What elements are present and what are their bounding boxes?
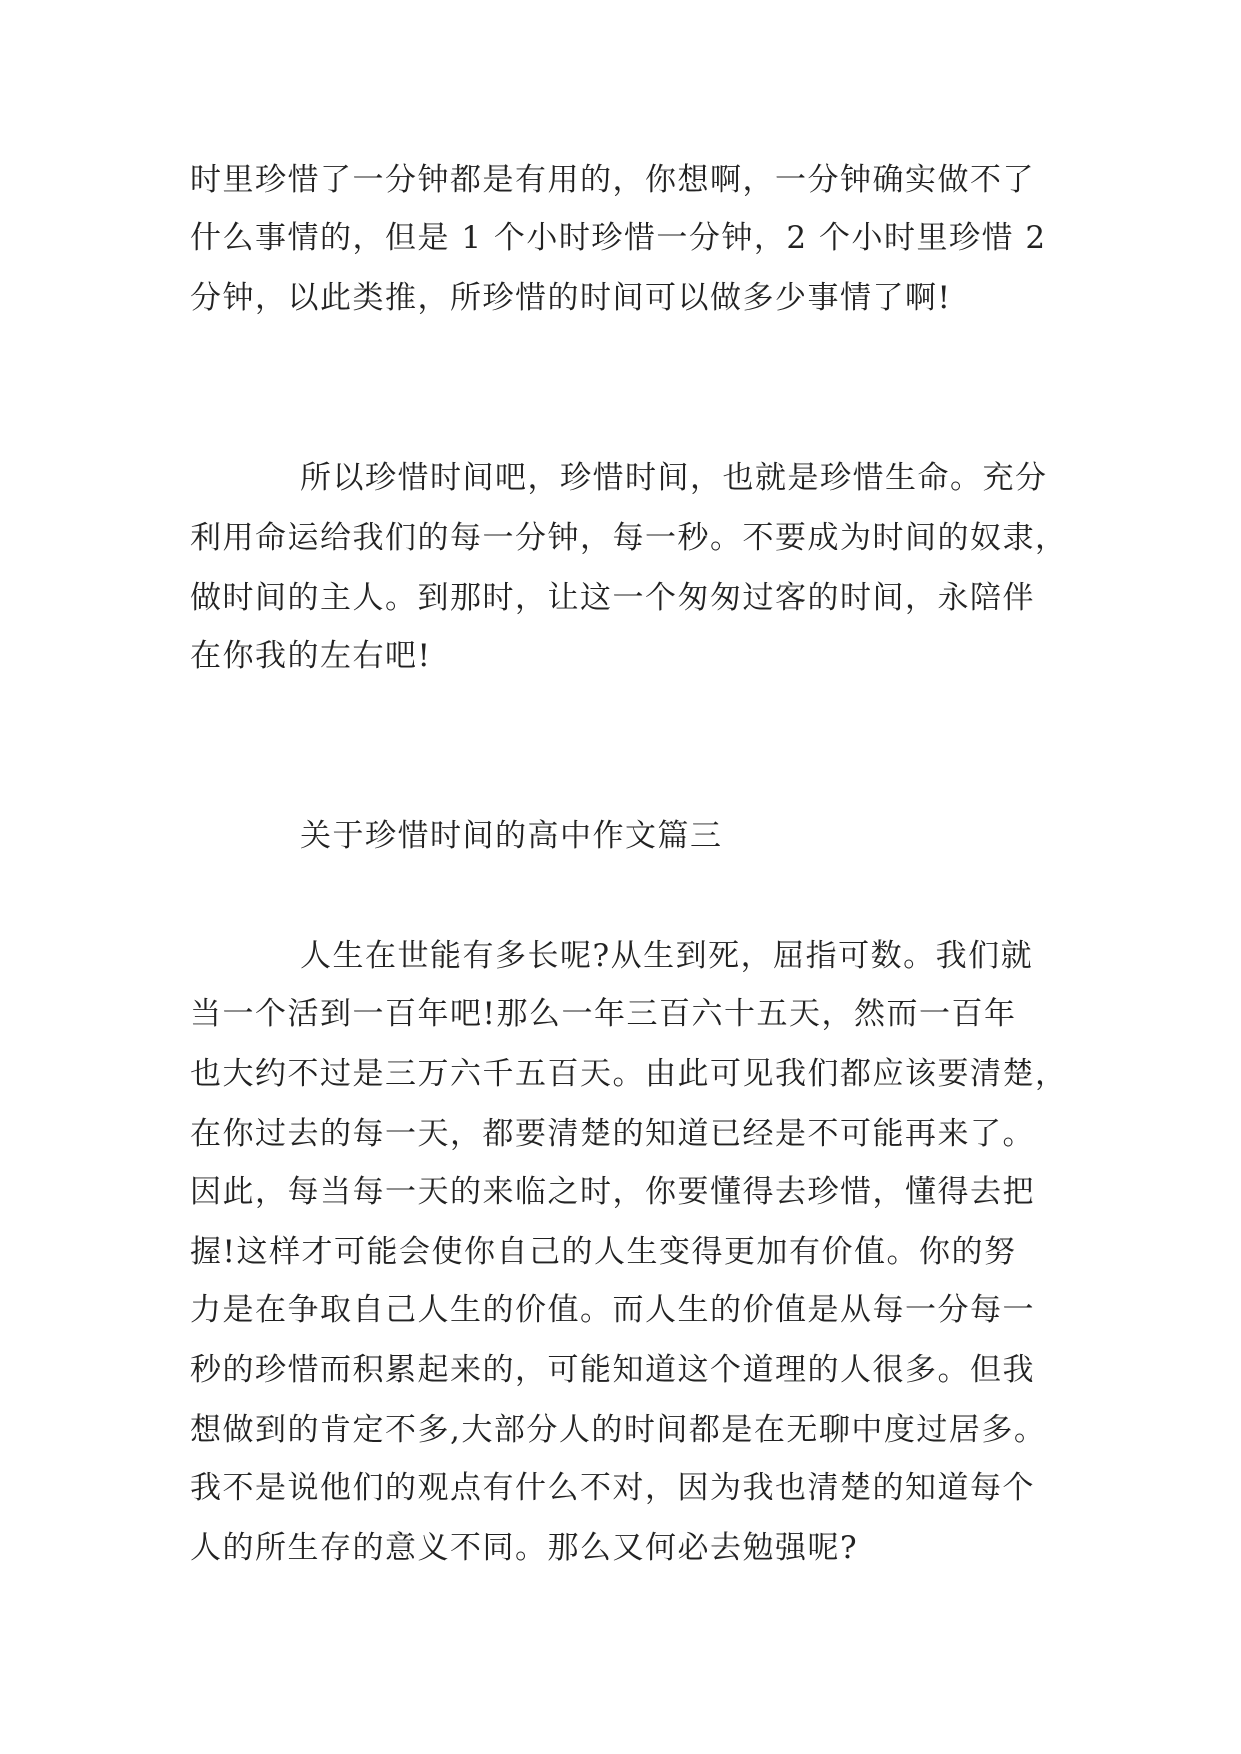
paragraph-3-line-1: 人生在世能有多长呢?从生到死，屈指可数。我们就	[300, 938, 1034, 974]
paragraph-3-line-11: 人的所生存的意义不同。那么又何必去勉强呢?	[190, 1530, 859, 1566]
paragraph-2-line-1: 所以珍惜时间吧，珍惜时间，也就是珍惜生命。充分	[300, 460, 1048, 496]
paragraph-3-line-7: 力是在争取自己人生的价值。而人生的价值是从每一分每一	[190, 1292, 1035, 1328]
paragraph-3-line-5: 因此，每当每一天的来临之时，你要懂得去珍惜，懂得去把	[190, 1174, 1035, 1210]
paragraph-2-line-4: 在你我的左右吧!	[190, 638, 432, 674]
paragraph-1-line-3: 分钟，以此类推，所珍惜的时间可以做多少事情了啊!	[190, 280, 952, 316]
paragraph-2-line-2: 利用命运给我们的每一分钟，每一秒。不要成为时间的奴隶，	[190, 520, 1068, 556]
paragraph-1-line-2: 什么事情的，但是 1 个小时珍惜一分钟，2 个小时里珍惜 2	[190, 220, 1047, 256]
paragraph-3-line-4: 在你过去的每一天，都要清楚的知道已经是不可能再来了。	[190, 1116, 1035, 1152]
paragraph-3-line-8: 秒的珍惜而积累起来的，可能知道这个道理的人很多。但我	[190, 1352, 1035, 1388]
section-heading: 关于珍惜时间的高中作文篇三	[300, 818, 723, 854]
paragraph-3-line-3: 也大约不过是三万六千五百天。由此可见我们都应该要清楚，	[190, 1056, 1068, 1092]
paragraph-3-line-10: 我不是说他们的观点有什么不对，因为我也清楚的知道每个	[190, 1470, 1035, 1506]
paragraph-3-line-9: 想做到的肯定不多,大部分人的时间都是在无聊中度过居多。	[190, 1412, 1047, 1448]
paragraph-3-line-6: 握!这样才可能会使你自己的人生变得更加有价值。你的努	[190, 1234, 1017, 1270]
paragraph-1-line-1: 时里珍惜了一分钟都是有用的，你想啊，一分钟确实做不了	[190, 162, 1035, 198]
paragraph-3-line-2: 当一个活到一百年吧!那么一年三百六十五天，然而一百年	[190, 996, 1017, 1032]
paragraph-2-line-3: 做时间的主人。到那时，让这一个匆匆过客的时间，永陪伴	[190, 580, 1035, 616]
